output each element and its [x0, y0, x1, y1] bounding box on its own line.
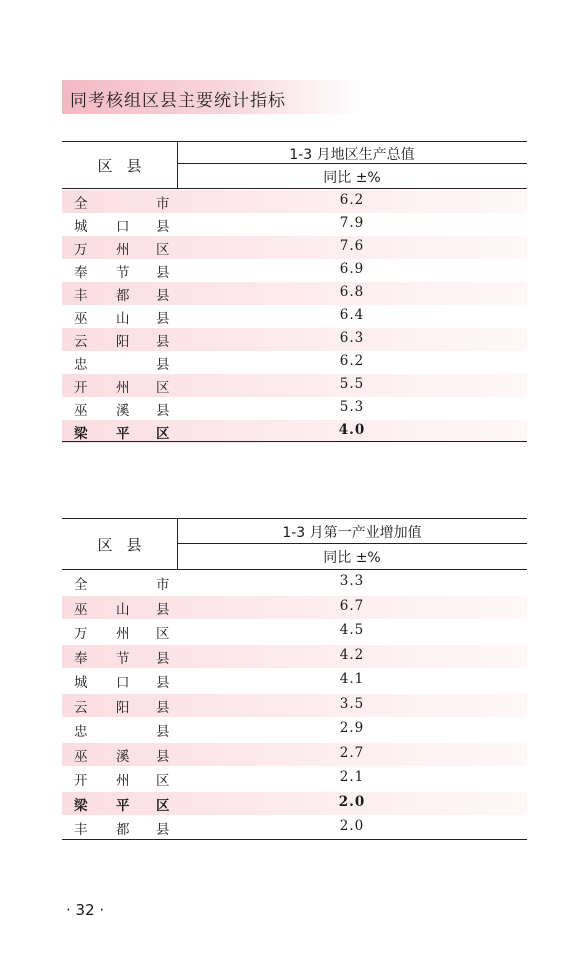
district-name-char: 忠: [74, 357, 88, 373]
header-region: 区县: [97, 157, 156, 175]
table-row: [62, 694, 527, 717]
district-name: [62, 794, 170, 813]
table-row: [62, 420, 527, 443]
district-name-char: 城: [74, 675, 88, 691]
district-name: [62, 671, 170, 690]
district-name: [62, 598, 170, 617]
growth-value: 2.1: [339, 769, 365, 785]
growth-value: 2.9: [339, 720, 365, 736]
growth-value: 6.3: [339, 330, 365, 346]
header-metric: 1-3 月地区生产总值: [289, 147, 415, 163]
growth-value: 4.2: [339, 646, 365, 663]
district-name: [62, 261, 170, 280]
district-name: [62, 769, 170, 788]
district-name-char: 县: [156, 265, 170, 281]
district-name: [62, 192, 170, 211]
district-name-char: 溪: [116, 748, 130, 765]
table-row: [62, 236, 527, 259]
district-name-char: 县: [156, 822, 170, 838]
table-row: [62, 620, 527, 643]
district-name-char: 区: [156, 426, 170, 442]
table-row: [62, 397, 527, 420]
district-name: [62, 422, 170, 441]
table-top-rule: [62, 518, 527, 519]
district-name: [62, 376, 170, 395]
table-row: [62, 645, 527, 668]
header-bottom-rule: [62, 569, 527, 570]
table-row: [62, 351, 527, 374]
table-row: [62, 328, 527, 351]
growth-value: 5.5: [339, 376, 365, 392]
table-row: [62, 596, 527, 619]
district-name-char: 梁: [74, 426, 88, 442]
district-name-char: 州: [116, 773, 130, 789]
district-name-char: 县: [156, 724, 170, 740]
district-name-char: 全: [74, 577, 88, 593]
district-name-char: 县: [156, 403, 170, 419]
district-name-char: 梁: [74, 797, 88, 814]
district-name-char: 阳: [116, 699, 130, 716]
district-name-char: 忠: [74, 724, 88, 740]
table-row: [62, 669, 527, 692]
district-name: [62, 622, 170, 641]
district-name-char: 奉: [74, 265, 88, 281]
district-name: [62, 330, 170, 349]
district-name: [62, 720, 170, 739]
district-name-char: 州: [116, 626, 130, 642]
district-name: [62, 307, 170, 326]
district-name-char: 溪: [116, 403, 130, 419]
header-metric: 1-3 月第一产业增加值: [282, 525, 422, 541]
district-name-char: 巫: [74, 311, 88, 327]
district-name-char: 都: [116, 822, 130, 838]
district-name-char: 巫: [74, 403, 88, 419]
district-name-char: 云: [74, 699, 88, 716]
table-row: [62, 282, 527, 305]
district-name-char: 平: [116, 797, 130, 814]
page-title: 同考核组区县主要统计指标: [70, 91, 286, 111]
district-name-char: 平: [116, 426, 130, 442]
growth-value: 2.7: [339, 744, 365, 761]
district-name-char: 丰: [74, 288, 88, 304]
district-name: [62, 745, 170, 764]
table-bottom-rule: [62, 441, 527, 442]
table-row: [62, 259, 527, 282]
page-number: · 32 ·: [66, 901, 105, 919]
table-row: [62, 718, 527, 741]
growth-value: 4.0: [338, 422, 366, 438]
district-name: [62, 696, 170, 715]
district-name-char: 县: [156, 748, 170, 765]
primary-industry-table: [62, 518, 527, 840]
header-inner-rule: [177, 543, 527, 544]
table-row: [62, 743, 527, 766]
district-name-char: 都: [116, 288, 130, 304]
table-row: [62, 305, 527, 328]
table-row: [62, 374, 527, 397]
header-unit: 同比 ±%: [323, 550, 381, 566]
district-name-char: 市: [156, 577, 170, 593]
table-row: [62, 571, 527, 594]
district-name: [62, 353, 170, 372]
growth-value: 3.5: [339, 695, 365, 712]
district-name-char: 全: [74, 196, 88, 212]
district-name-char: 节: [116, 265, 130, 281]
district-name-char: 丰: [74, 822, 88, 838]
table-top-rule: [62, 141, 527, 142]
growth-value: 6.2: [339, 353, 365, 369]
growth-value: 6.2: [339, 192, 365, 208]
district-name: [62, 573, 170, 592]
district-name-char: 阳: [116, 334, 130, 350]
growth-value: 3.3: [339, 573, 365, 589]
district-name-char: 口: [116, 675, 130, 691]
district-name-char: 县: [156, 699, 170, 716]
district-name-char: 奉: [74, 650, 88, 667]
district-name-char: 县: [156, 601, 170, 618]
growth-value: 6.7: [339, 597, 365, 614]
district-name: [62, 238, 170, 257]
header-bottom-rule: [62, 188, 527, 189]
district-name-char: 区: [156, 242, 170, 258]
table-row: [62, 792, 527, 815]
district-name-char: 县: [156, 675, 170, 691]
district-name-char: 市: [156, 196, 170, 212]
district-name-char: 巫: [74, 748, 88, 765]
district-name: [62, 284, 170, 303]
gdp-table: [62, 141, 527, 442]
district-name-char: 县: [156, 219, 170, 235]
district-name-char: 节: [116, 650, 130, 667]
district-name: [62, 215, 170, 234]
district-name-char: 县: [156, 288, 170, 304]
district-name-char: 万: [74, 242, 88, 258]
growth-value: 6.9: [339, 261, 365, 277]
district-name-char: 县: [156, 311, 170, 327]
table-row: [62, 767, 527, 790]
district-name: [62, 399, 170, 418]
district-name: [62, 647, 170, 666]
district-name-char: 开: [74, 773, 88, 789]
growth-value: 2.0: [339, 818, 365, 834]
table-bottom-rule: [62, 839, 527, 840]
header-unit: 同比 ±%: [323, 170, 381, 186]
district-name-char: 云: [74, 334, 88, 350]
growth-value: 7.9: [339, 215, 365, 231]
growth-value: 7.6: [339, 238, 365, 254]
district-name-char: 区: [156, 380, 170, 396]
district-name-char: 巫: [74, 601, 88, 618]
district-name-char: 州: [116, 242, 130, 258]
table-row: [62, 213, 527, 236]
district-name-char: 县: [156, 334, 170, 350]
district-name-char: 万: [74, 626, 88, 642]
growth-value: 2.0: [338, 793, 366, 810]
growth-value: 4.5: [339, 622, 365, 638]
district-name-char: 山: [116, 311, 130, 327]
growth-value: 4.1: [339, 671, 365, 687]
district-name-char: 州: [116, 380, 130, 396]
growth-value: 5.3: [339, 399, 365, 415]
district-name-char: 城: [74, 219, 88, 235]
district-name: [62, 818, 170, 837]
district-name-char: 县: [156, 357, 170, 373]
table-row: [62, 816, 527, 839]
table-row: [62, 190, 527, 213]
district-name-char: 区: [156, 797, 170, 814]
district-name-char: 区: [156, 773, 170, 789]
district-name-char: 口: [116, 219, 130, 235]
header-region: 区县: [97, 536, 156, 554]
district-name-char: 县: [156, 650, 170, 667]
district-name-char: 开: [74, 380, 88, 396]
page-title-banner: [62, 80, 362, 114]
growth-value: 6.8: [339, 284, 365, 300]
district-name-char: 区: [156, 626, 170, 642]
district-name-char: 山: [116, 601, 130, 618]
growth-value: 6.4: [339, 307, 365, 323]
